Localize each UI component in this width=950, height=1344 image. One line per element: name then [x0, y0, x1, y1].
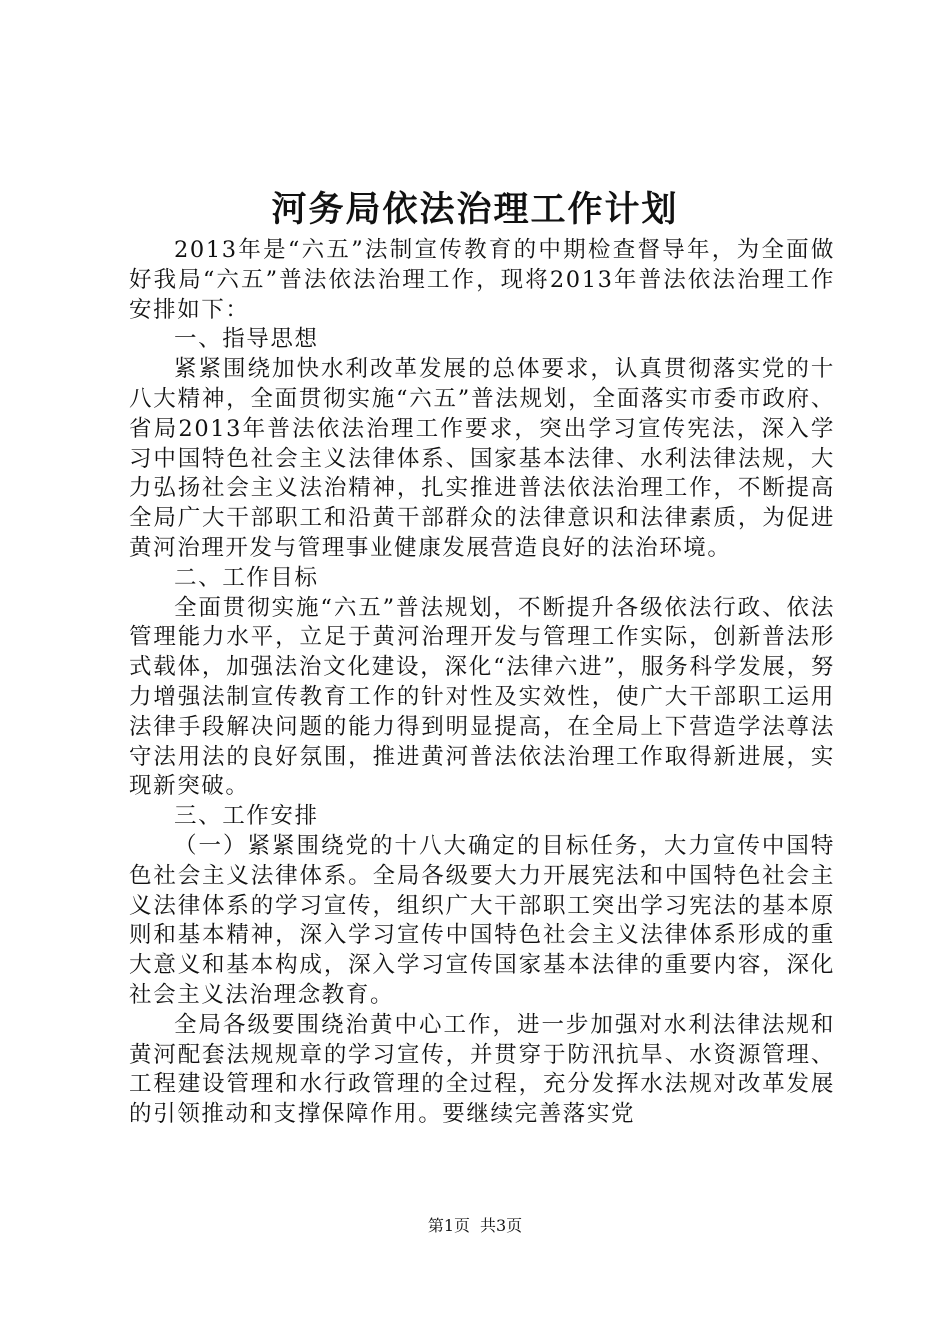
section-heading-guiding-ideology: 一、指导思想	[174, 326, 319, 353]
page-total: 共3页	[480, 1216, 523, 1235]
guiding-ideology-paragraph: 紧紧围绕加快水利改革发展的总体要求，认真贯彻落实党的十八大精神，全面贯彻实施“六五”普法规划，全面落实市委市政府、省局2013年普法依法治理工作要求，突出学习宣传宪法，深入学习中国特色社会主义法律体系、国家基本法律、水利法律法规，大力弘扬社会主义法治精神，扎实推进普法依法治理工作，不断提高全局广大干部职工和沿黄干部群众的法律意识和法律素质，为促进黄河治理开发与管理事业健康发展营造良好的法治环境。	[129, 356, 835, 561]
work-goals-paragraph: 全面贯彻实施“六五”普法规划，不断提升各级依法行政、依法管理能力水平，立足于黄河治理开发与管理工作实际，创新普法形式载体，加强法治文化建设，深化“法律六进”，服务科学发展，努力增强法制宣传教育工作的针对性及实效性，使广大干部职工运用法律手段解决问题的能力得到明显提高，在全局上下营造学法尊法守法用法的良好氛围，推进黄河普法依法治理工作取得新进展，实现新突破。	[129, 594, 835, 800]
section-heading-work-arrangement: 三、工作安排	[174, 803, 319, 830]
section-heading-work-goals: 二、工作目标	[174, 564, 319, 591]
page-footer	[0, 1215, 950, 1237]
document-title: 河务局依法治理工作计划	[271, 189, 679, 230]
document-body	[129, 236, 835, 1130]
work-arrangement-continuation-paragraph: 全局各级要围绕治黄中心工作，进一步加强对水利法律法规和黄河配套法规规章的学习宣传，并贯穿于防汛抗旱、水资源管理、工程建设管理和水行政管理的全过程，充分发挥水法规对改革发展的引领推动和支撑保障作用。要继续完善落实党	[129, 1011, 835, 1128]
intro-paragraph: 2013年是“六五”法制宣传教育的中期检查督导年，为全面做好我局“六五”普法依法治理工作，现将2013年普法依法治理工作安排如下：	[129, 237, 835, 323]
work-arrangement-item-1-paragraph: （一）紧紧围绕党的十八大确定的目标任务，大力宣传中国特色社会主义法律体系。全局各级要大力开展宪法和中国特色社会主义法律体系的学习宣传，组织广大干部职工突出学习宪法的基本原则和基本精神，深入学习宣传中国特色社会主义法律体系形成的重大意义和基本构成，深入学习宣传国家基本法律的重要内容，深化社会主义法治理念教育。	[129, 832, 835, 1008]
page-number: 第1页	[427, 1216, 470, 1235]
